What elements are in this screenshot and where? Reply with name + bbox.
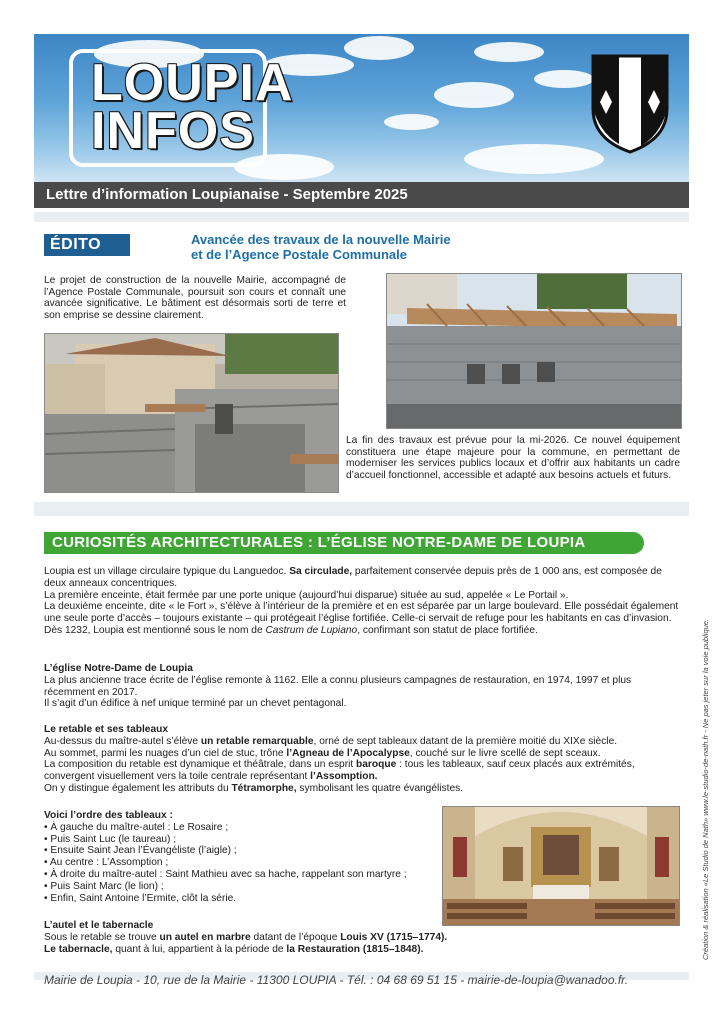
autel-bold: Le tabernacle, [44, 943, 113, 955]
subtitle-bar [34, 182, 689, 208]
retable-bold: baroque [356, 759, 397, 771]
autel-bold: Louis XV (1715–1774). [340, 931, 448, 943]
retable-text: Au-dessus du maître-autel s’élève [44, 735, 201, 747]
autel-text: datant de l’époque [250, 931, 341, 943]
retable-heading: Le retable et ses tableaux [44, 724, 169, 735]
list-item: • Enfin, Saint Antoine l’Ermite, clôt la série. [44, 892, 237, 904]
intro-text: parfaitement conservée depuis près de 1 000 ans, est composée de deux anneaux concentriques. [44, 566, 662, 589]
intro-text: , confirmant son statut de place fortifiée. [357, 624, 538, 636]
edito-title [191, 232, 491, 262]
intro-sentence-3: La deuxième enceinte, dite « le Fort », s’élève à l’intérieur de la première et en est séparée par un large boulevard. Elle possédait également une seule porte d’accès – toujours existante – qui protégeait l’église fortifiée. Celle-ci servait de refuge pour les habitants en cas d’invasion. [44, 601, 679, 625]
autel-section [44, 920, 680, 955]
footer-address: Mairie de Loupia - 10, rue de la Mairie - 11300 LOUPIA - Tél. : 04 68 69 51 15 - mairie-de-loupia@wanadoo.fr. [44, 973, 629, 987]
list-item: • Ensuite Saint Jean l’Évangéliste (l’aigle) ; [44, 845, 237, 857]
newsletter-subtitle: Lettre d’information Loupianaise - Septembre 2025 [46, 186, 408, 203]
curiosites-tag [44, 532, 644, 554]
intro-bold: Sa circulade, [289, 566, 353, 577]
intro-text: Loupia est un village circulaire typique du Languedoc. [44, 566, 290, 577]
retable-text: : tous les tableaux, sauf ceux placés aux extrémités, convergent visuellement vers la toile centrale représentant [44, 759, 635, 783]
list-item: • Au centre : L’Assomption ; [44, 857, 169, 869]
retable-bold: Tétramorphe, [231, 782, 297, 794]
autel-bold: un autel en marbre [159, 931, 251, 943]
autel-bold: la Restauration (1815–1848). [286, 943, 424, 955]
intro-text: Dès 1232, Loupia est mentionné sous le nom de [44, 624, 266, 636]
edito-tag [44, 234, 130, 256]
retable-text: , orné de sept tableaux datant de la première moitié du XIXe siècle. [313, 735, 618, 747]
edito-title-line2: et de l’Agence Postale Communale [191, 247, 408, 262]
retable-bold: l’Assomption. [310, 771, 378, 783]
edito-paragraph-1: Le projet de construction de la nouvelle Mairie, accompagné de l’Agence Postale Communale, poursuit son cours et connaît une avancée significative. Le bâtiment est désormais sorti de terre et son emprise se dessine clairement. [44, 275, 346, 321]
logo-frame [69, 49, 294, 167]
curiosites-intro [44, 566, 680, 637]
intro-italic: Castrum de Lupiano [265, 624, 358, 636]
church-interior-photo [442, 806, 680, 926]
intro-sentence-2: La première enceinte, était fermée par une porte unique (aujourd’hui disparue) située au sud, appelée « Le Portail ». [44, 589, 569, 601]
list-item: • Puis Saint Luc (le taureau) ; [44, 833, 177, 845]
list-item: • Puis Saint Marc (le lion) ; [44, 880, 164, 892]
autel-text: Sous le retable se trouve [44, 931, 160, 943]
credit-text: Création & réalisation «Le Studio de Nath» www.le-studio-de-nath.fr - Ne pas jeter sur la voie publique. [701, 618, 710, 960]
eglise-paragraph-2: Il s’agit d’un édifice à nef unique terminé par un chevet pentagonal. [44, 698, 347, 710]
ordre-section [44, 810, 440, 904]
header-banner [34, 34, 689, 182]
retable-text: On y distingue également les attributs du [44, 782, 232, 794]
retable-bold: un retable remarquable [200, 735, 314, 747]
retable-text: , couché sur le livre scellé de sept sceaux. [409, 747, 601, 759]
logo-line1: LOUPIA [91, 54, 294, 112]
list-item: • À droite du maître-autel : Saint Mathieu avec sa hache, rappelant son martyre ; [44, 868, 407, 880]
list-item: • À gauche du maître-autel : Le Rosaire ; [44, 821, 229, 833]
retable-text: Au sommet, parmi les nuages d’un ciel de stuc, trône [44, 747, 287, 759]
eglise-section [44, 663, 680, 710]
edito-paragraph-2: La fin des travaux est prévue pour la mi-2026. Ce nouvel équipement constituera une étape majeure pour la commune, en permettant de moderniser les services publics locaux et d’offrir aux habitants un cadre d’accueil fonctionnel, accessible et adapté aux besoins actuels et futurs. [346, 435, 680, 481]
retable-text: symbolisant les quatre évangélistes. [296, 782, 464, 794]
retable-text: La composition du retable est dynamique et théâtrale, dans un esprit [44, 759, 357, 771]
construction-photo-2 [386, 273, 682, 429]
autel-text: quant à lui, appartient à la période de [112, 943, 287, 955]
construction-photo-1 [44, 333, 339, 493]
eglise-paragraph-1: La plus ancienne trace écrite de l’église remonte à 1162. Elle a connu plusieurs campagnes de restauration, en 1974, 1997 et plus récemment en 2017. [44, 674, 632, 698]
retable-bold: l’Agneau de l’Apocalypse [286, 747, 410, 759]
edito-title-line1: Avancée des travaux de la nouvelle Mairie [191, 232, 451, 247]
curiosites-label: CURIOSITÉS ARCHITECTURALES : L’ÉGLISE NOTRE-DAME DE LOUPIA [52, 534, 586, 551]
eglise-heading: L’église Notre-Dame de Loupia [44, 663, 193, 674]
retable-section [44, 724, 680, 795]
autel-heading: L’autel et le tabernacle [44, 920, 154, 931]
coat-of-arms-icon [591, 54, 669, 154]
ordre-heading: Voici l’ordre des tableaux : [44, 810, 173, 821]
credit-vertical [701, 590, 715, 968]
logo-line2: INFOS [91, 102, 255, 160]
edito-label: ÉDITO [50, 236, 102, 253]
